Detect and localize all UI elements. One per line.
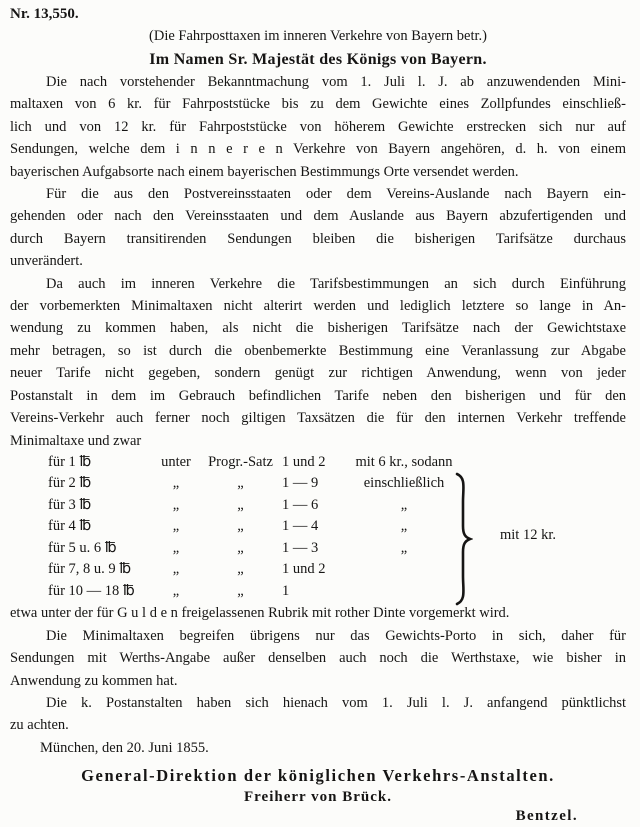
paragraph-line: der vorbemerkten Minimaltaxen nicht alterirt werden und lediglich letztere so lange in An- [10, 298, 626, 315]
ditto-mark: „ [172, 539, 180, 556]
ditto-mark: „ [172, 582, 180, 599]
unter-cell: unter [161, 453, 191, 470]
range-cell: 1 und 2 [282, 453, 326, 470]
weight-cell: für 2 ℔ [48, 475, 92, 492]
ditto-mark: „ [172, 496, 180, 513]
paragraph-vereinsstaaten [10, 183, 626, 273]
ditto-mark: „ [400, 539, 408, 556]
range-cell: 1 — 6 [282, 496, 319, 513]
paragraph-line: Sendungen, welche dem i n n e r e n Verkehre von Bayern angehören, d. h. von einem [10, 141, 626, 158]
signature-countersigner: Bentzel. [515, 807, 578, 824]
paragraph-line: mehr betragen, so ist durch die obenbemerkte Bestimmung eine Veranlassung zur Abgabe [10, 342, 626, 359]
ditto-mark: „ [400, 518, 408, 535]
note-cell: einschließlich [363, 475, 445, 492]
weight-cell: für 10 — 18 ℔ [48, 582, 135, 599]
table-row [10, 473, 626, 495]
paragraph-line: Da auch im inneren Verkehre die Tarifsbestimmungen an sich durch Einführung [46, 275, 626, 292]
paragraph-gewichtsporto [10, 625, 626, 692]
after-table-line: etwa unter der für G u l d e n freigelassenen Rubrik mit rother Dinte vorgemerkt wird. [10, 605, 510, 622]
grouping-brace-icon [453, 472, 473, 606]
weight-cell: für 5 u. 6 ℔ [48, 539, 117, 556]
paragraph-postanstalten [10, 692, 626, 737]
paragraph-line: Sendungen mit Werths-Angabe außer denselben auch noch die Werthstaxe, wie bisher in [10, 650, 626, 667]
paragraph-line: Minimaltaxe und zwar [10, 432, 142, 449]
paragraph-line: gehenden oder nach den Vereinsstaaten und dem Auslande aus Bayern abzufertigenden und [10, 208, 626, 225]
range-cell: 1 — 9 [282, 475, 319, 492]
range-cell: 1 [282, 582, 290, 599]
ditto-mark: „ [172, 561, 180, 578]
weight-cell: für 4 ℔ [48, 518, 92, 535]
paragraph-line: unverändert. [10, 253, 83, 270]
range-cell: 1 — 4 [282, 518, 319, 535]
ditto-mark: „ [172, 475, 180, 492]
paragraph-line: zu achten. [10, 717, 69, 734]
signature-authority: General-Direktion der königlichen Verkehrs-Anstalten. [81, 765, 555, 785]
paragraph-line: bayerischen Aufgabsorte nach einem bayerischen Bestimmungs Orte versendet werden. [10, 163, 519, 180]
paragraph-line: neuer Tarife nicht gegeben, sondern genügt zur richtigen Anwendung, wenn von jeder [10, 365, 626, 382]
decree-number: Nr. 13,550. [10, 6, 79, 22]
ditto-mark: „ [237, 582, 244, 599]
note-cell [344, 581, 464, 603]
paragraph-line: Die nach vorstehender Bekanntmachung vom 1. Juli l. J. ab anzuwendenden Mini- [46, 74, 626, 90]
note-cell: mit 6 kr., sodann [355, 453, 453, 470]
weight-cell: für 3 ℔ [48, 496, 92, 513]
ditto-mark: „ [237, 561, 244, 578]
brace-label: mit 12 kr. [500, 526, 556, 543]
paragraph-tarifsbestimmungen [10, 273, 626, 452]
paragraph-minimaltaxen [10, 71, 626, 183]
paragraph-line: Postanstalt in dem im Gebrauch befindlichen Tarife neben den bisherigen und für den [10, 387, 626, 404]
paragraph-line: wendung zu kommen haben, als nicht die bisherigen Tarifsätze nach der Gewichtstaxe [10, 320, 626, 337]
ditto-mark: „ [400, 496, 408, 513]
note-cell [344, 559, 464, 581]
table-row [10, 581, 626, 603]
proclamation-title: Im Namen Sr. Majestät des Königs von Bayern. [149, 51, 487, 68]
ditto-mark: „ [172, 518, 180, 535]
paragraph-line: Anwendung zu kommen hat. [10, 672, 178, 689]
weight-cell: für 7, 8 u. 9 ℔ [48, 561, 132, 578]
ditto-mark: „ [237, 475, 244, 492]
ditto-mark: „ [237, 518, 244, 535]
table-row [10, 452, 626, 474]
progression-cell: Progr.-Satz [208, 453, 273, 470]
tariff-table [10, 452, 626, 603]
table-row [10, 495, 626, 517]
range-cell: 1 und 2 [282, 561, 326, 578]
ditto-mark: „ [237, 539, 244, 556]
paragraph-line: maltaxen von 6 kr. für Fahrpoststücke bis zu dem Gewichte eines Zollpfundes einschließ- [10, 96, 626, 113]
dateline: München, den 20. Juni 1855. [40, 739, 209, 756]
range-cell: 1 — 3 [282, 539, 319, 556]
paragraph-line: Die Minimaltaxen begreifen übrigens nur das Gewichts-Porto in sich, daher für [46, 627, 626, 644]
ditto-mark: „ [237, 496, 244, 513]
subject-line: (Die Fahrposttaxen im inneren Verkehre von Bayern betr.) [149, 28, 487, 44]
paragraph-line: lich und von 12 kr. für Fahrpoststücke von höherem Gewichte erstrecken sich nur auf [10, 118, 626, 135]
table-row [10, 559, 626, 581]
paragraph-line: Vereins-Verkehr auch ferner noch giltigen Taxsätzen die für den internen Verkehr treffende [10, 410, 626, 427]
signature-signer: Freiherr von Brück. [243, 788, 393, 805]
weight-cell: für 1 ℔ [48, 453, 92, 470]
paragraph-line: Für die aus den Postvereinsstaaten oder dem Vereins-Auslande nach Bayern ein- [46, 186, 626, 203]
paragraph-line: Die k. Postanstalten haben sich hienach vom 1. Juli l. J. anfangend pünktlichst [46, 695, 626, 712]
paragraph-line: durch Bayern transitirenden Sendungen bleiben die bisherigen Tarifsätze durchaus [10, 230, 626, 247]
